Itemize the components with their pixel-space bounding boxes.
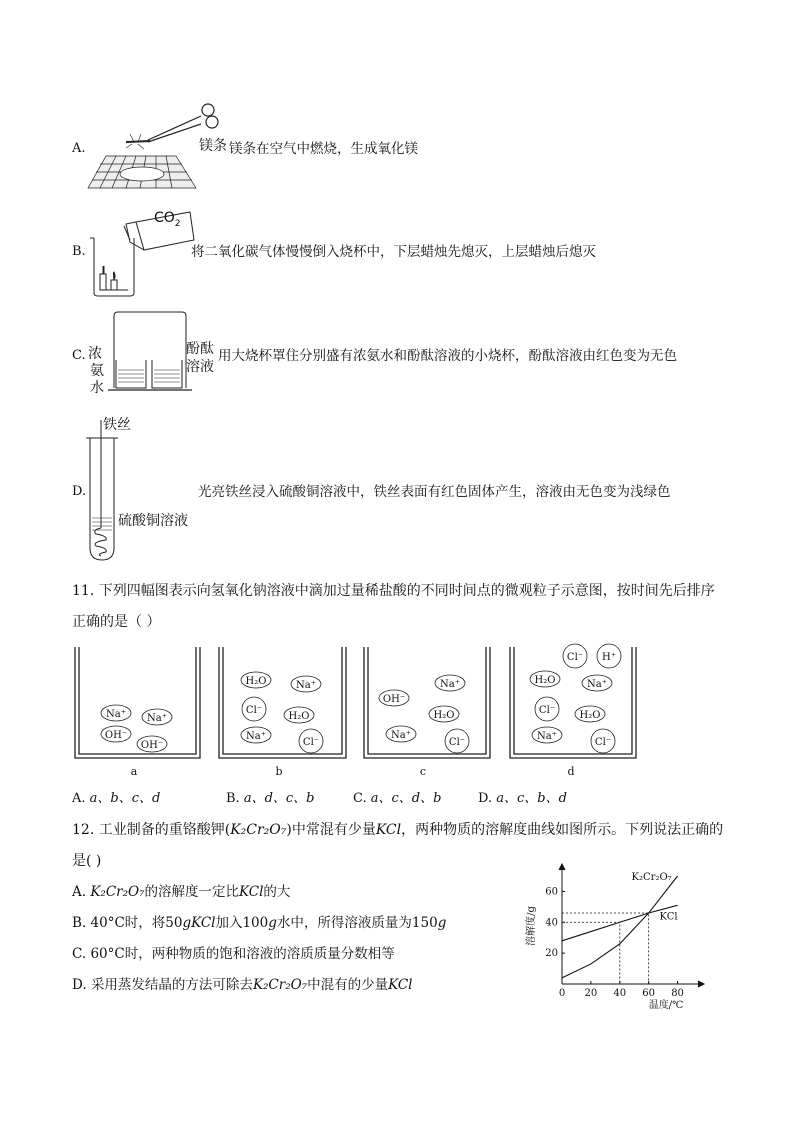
magnesium-label: 镁条 bbox=[199, 138, 227, 154]
particle bbox=[241, 727, 271, 743]
option-d-text: 光亮铁丝浸入硫酸铜溶液中，铁丝表面有红色固体产生，溶液由无色变为浅绿色 bbox=[198, 484, 671, 500]
q11-stem-line-2: 正确的是（ ） bbox=[72, 614, 161, 630]
stem-part: ，两种物质的溶解度曲线如图所示。下列说法正确的 bbox=[401, 822, 724, 838]
ammonia-char-1: 浓 bbox=[88, 346, 102, 362]
option-text: a、c、d、b bbox=[370, 791, 442, 806]
particle-label: Na⁺ bbox=[391, 730, 411, 741]
formula: KCl bbox=[375, 822, 402, 838]
option-c-letter: C. bbox=[72, 348, 86, 363]
particle bbox=[575, 706, 605, 722]
series-label: KCl bbox=[659, 911, 678, 923]
y-tick-label: 20 bbox=[545, 948, 558, 960]
x-tick-label: 0 bbox=[558, 988, 566, 999]
particle-label: Na⁺ bbox=[296, 680, 316, 691]
x-axis-label: 温度/℃ bbox=[648, 1000, 684, 1011]
test-tube-figure bbox=[84, 418, 124, 563]
phenolphthalein-line-1: 酚酞 bbox=[186, 341, 214, 357]
particle-label: H⁺ bbox=[602, 652, 616, 663]
particle-label: Na⁺ bbox=[537, 731, 557, 742]
q11-option-d[interactable] bbox=[478, 790, 567, 808]
solubility-chart bbox=[520, 862, 710, 1012]
x-tick-label: 80 bbox=[671, 988, 684, 999]
particle-label: Na⁺ bbox=[587, 679, 607, 690]
option-b-letter: B. bbox=[72, 244, 86, 259]
particle-label: H₂O bbox=[288, 711, 310, 722]
option-d-letter: D. bbox=[72, 484, 87, 499]
co2-subscript: 2 bbox=[174, 218, 181, 229]
particle bbox=[445, 729, 469, 753]
phenolphthalein-line-2: 溶液 bbox=[186, 359, 214, 375]
beaker-caption-c: c bbox=[419, 765, 427, 778]
particle-label: H₂O bbox=[433, 710, 455, 721]
iron-wire-label: 铁丝 bbox=[103, 417, 131, 433]
option-letter: A. bbox=[72, 884, 87, 900]
particle bbox=[242, 697, 266, 721]
formula: gKCl bbox=[182, 915, 216, 931]
particle bbox=[530, 671, 560, 687]
option-a-text: 镁条在空气中燃烧，生成氧化镁 bbox=[229, 141, 418, 157]
option-letter: A. bbox=[72, 791, 86, 806]
particle-beakers-figure bbox=[70, 642, 650, 782]
particle-label: OH⁻ bbox=[140, 740, 164, 751]
guide-line bbox=[562, 913, 649, 984]
formula: KCl bbox=[239, 884, 264, 900]
option-text: 的大 bbox=[263, 884, 291, 900]
formula: K₂Cr₂O₇ bbox=[252, 977, 308, 993]
particle-label: Cl⁻ bbox=[302, 737, 320, 748]
particle bbox=[532, 727, 562, 743]
option-letter: D. bbox=[478, 791, 493, 806]
formula: K₂Cr₂O₇ bbox=[90, 884, 145, 900]
particle bbox=[435, 675, 465, 691]
option-text: 中混有的少量 bbox=[307, 977, 389, 993]
particle-label: Na⁺ bbox=[440, 679, 460, 690]
particle-label: Cl⁻ bbox=[594, 737, 612, 748]
q12-stem-line-1 bbox=[72, 821, 723, 839]
particle bbox=[563, 644, 587, 668]
option-text: 水中，所得溶液质量为150 bbox=[276, 915, 438, 931]
option-text: a、b、c、d bbox=[89, 791, 161, 806]
option-text: a、d、c、b bbox=[243, 791, 315, 806]
series-label: K₂Cr₂O₇ bbox=[631, 872, 672, 883]
option-text: 60°C时，两种物质的饱和溶液的溶质质量分数相等 bbox=[90, 946, 395, 962]
particle bbox=[379, 690, 409, 706]
ammonia-label bbox=[88, 346, 104, 397]
beaker-caption-a: a bbox=[130, 765, 138, 778]
particle bbox=[101, 726, 131, 742]
option-text: a、c、b、d bbox=[496, 791, 567, 806]
x-tick-label: 60 bbox=[642, 988, 656, 999]
particle bbox=[137, 736, 167, 752]
option-letter: D. bbox=[72, 977, 87, 993]
particle-label: H₂O bbox=[534, 675, 556, 686]
particle-label: OH⁻ bbox=[104, 730, 128, 741]
particle-label: Cl⁻ bbox=[566, 652, 584, 663]
option-text: 的溶解度一定比 bbox=[144, 884, 240, 900]
option-b-text: 将二氧化碳气体慢慢倒入烧杯中，下层蜡烛先熄灭，上层蜡烛后熄灭 bbox=[191, 244, 596, 260]
option-letter: C. bbox=[72, 946, 87, 962]
particle-label: H₂O bbox=[579, 710, 601, 721]
copper-sulfate-label: 硫酸铜溶液 bbox=[118, 513, 188, 529]
particle-label: H₂O bbox=[245, 676, 267, 687]
y-tick-label: 40 bbox=[545, 917, 558, 929]
particle bbox=[582, 675, 612, 691]
beaker-caption-d: d bbox=[567, 765, 575, 778]
series-line bbox=[562, 876, 678, 978]
option-c-text: 用大烧杯罩住分别盛有浓氨水和酚酞溶液的小烧杯，酚酞溶液由红色变为无色 bbox=[218, 348, 677, 364]
y-axis-label: 溶解度/g bbox=[526, 906, 537, 946]
option-a-letter: A. bbox=[72, 141, 86, 156]
formula: KCl bbox=[388, 977, 413, 993]
particle bbox=[429, 706, 459, 722]
q12-option-b[interactable] bbox=[72, 914, 446, 932]
particle bbox=[291, 676, 321, 692]
q12-option-a[interactable] bbox=[72, 883, 290, 901]
particle bbox=[386, 726, 416, 742]
x-axis-arrow bbox=[698, 981, 704, 987]
option-letter: B. bbox=[226, 791, 240, 806]
particle-label: Na⁺ bbox=[246, 731, 266, 742]
particle-label: Cl⁻ bbox=[448, 737, 466, 748]
q11-option-b[interactable] bbox=[226, 790, 315, 808]
y-axis-arrow bbox=[559, 864, 565, 870]
phenolphthalein-label bbox=[186, 340, 214, 376]
particle bbox=[597, 644, 621, 668]
y-tick-label: 60 bbox=[545, 886, 558, 898]
formula: g bbox=[437, 915, 447, 931]
option-text: 40°C时，将50 bbox=[90, 915, 183, 931]
co2-text: CO bbox=[154, 210, 175, 226]
particle bbox=[284, 707, 314, 723]
formula: g bbox=[268, 915, 277, 931]
x-tick-label: 40 bbox=[613, 988, 627, 999]
co2-label bbox=[154, 210, 181, 229]
particle-label: Na⁺ bbox=[106, 709, 126, 720]
formula: K₂Cr₂O₇ bbox=[230, 822, 287, 838]
stem-part: )中常混有少量 bbox=[286, 822, 376, 838]
particle bbox=[241, 672, 271, 688]
option-text: 加入100 bbox=[215, 915, 269, 931]
particle bbox=[591, 729, 615, 753]
stem-part: 12. 工业制备的重铬酸钾( bbox=[72, 822, 231, 838]
particle-label: Cl⁻ bbox=[538, 705, 556, 716]
q12-option-d[interactable] bbox=[72, 976, 412, 994]
q12-option-c[interactable] bbox=[72, 945, 395, 963]
particle-label: Cl⁻ bbox=[245, 705, 263, 716]
q11-stem-line-1: 11. 下列四幅图表示向氢氧化钠溶液中滴加过量稀盐酸的不同时间点的微观粒子示意图，按时间先后排序 bbox=[72, 583, 715, 599]
option-letter: B. bbox=[72, 915, 87, 931]
q11-option-c[interactable] bbox=[353, 790, 441, 808]
option-letter: C. bbox=[353, 791, 367, 806]
option-text: 采用蒸发结晶的方法可除去 bbox=[90, 977, 253, 993]
ammonia-char-2: 氨 bbox=[90, 363, 104, 379]
particle bbox=[101, 705, 131, 721]
particle bbox=[142, 709, 172, 725]
x-tick-label: 20 bbox=[584, 988, 598, 999]
particle-label: Na⁺ bbox=[147, 713, 167, 724]
particle bbox=[535, 697, 559, 721]
ammonia-char-3: 水 bbox=[90, 380, 104, 396]
beaker-caption-b: b bbox=[275, 765, 283, 778]
particle bbox=[299, 729, 323, 753]
particle-label: OH⁻ bbox=[382, 694, 406, 705]
q11-option-a[interactable] bbox=[72, 790, 160, 808]
q12-stem-line-2: 是( ) bbox=[72, 853, 102, 869]
